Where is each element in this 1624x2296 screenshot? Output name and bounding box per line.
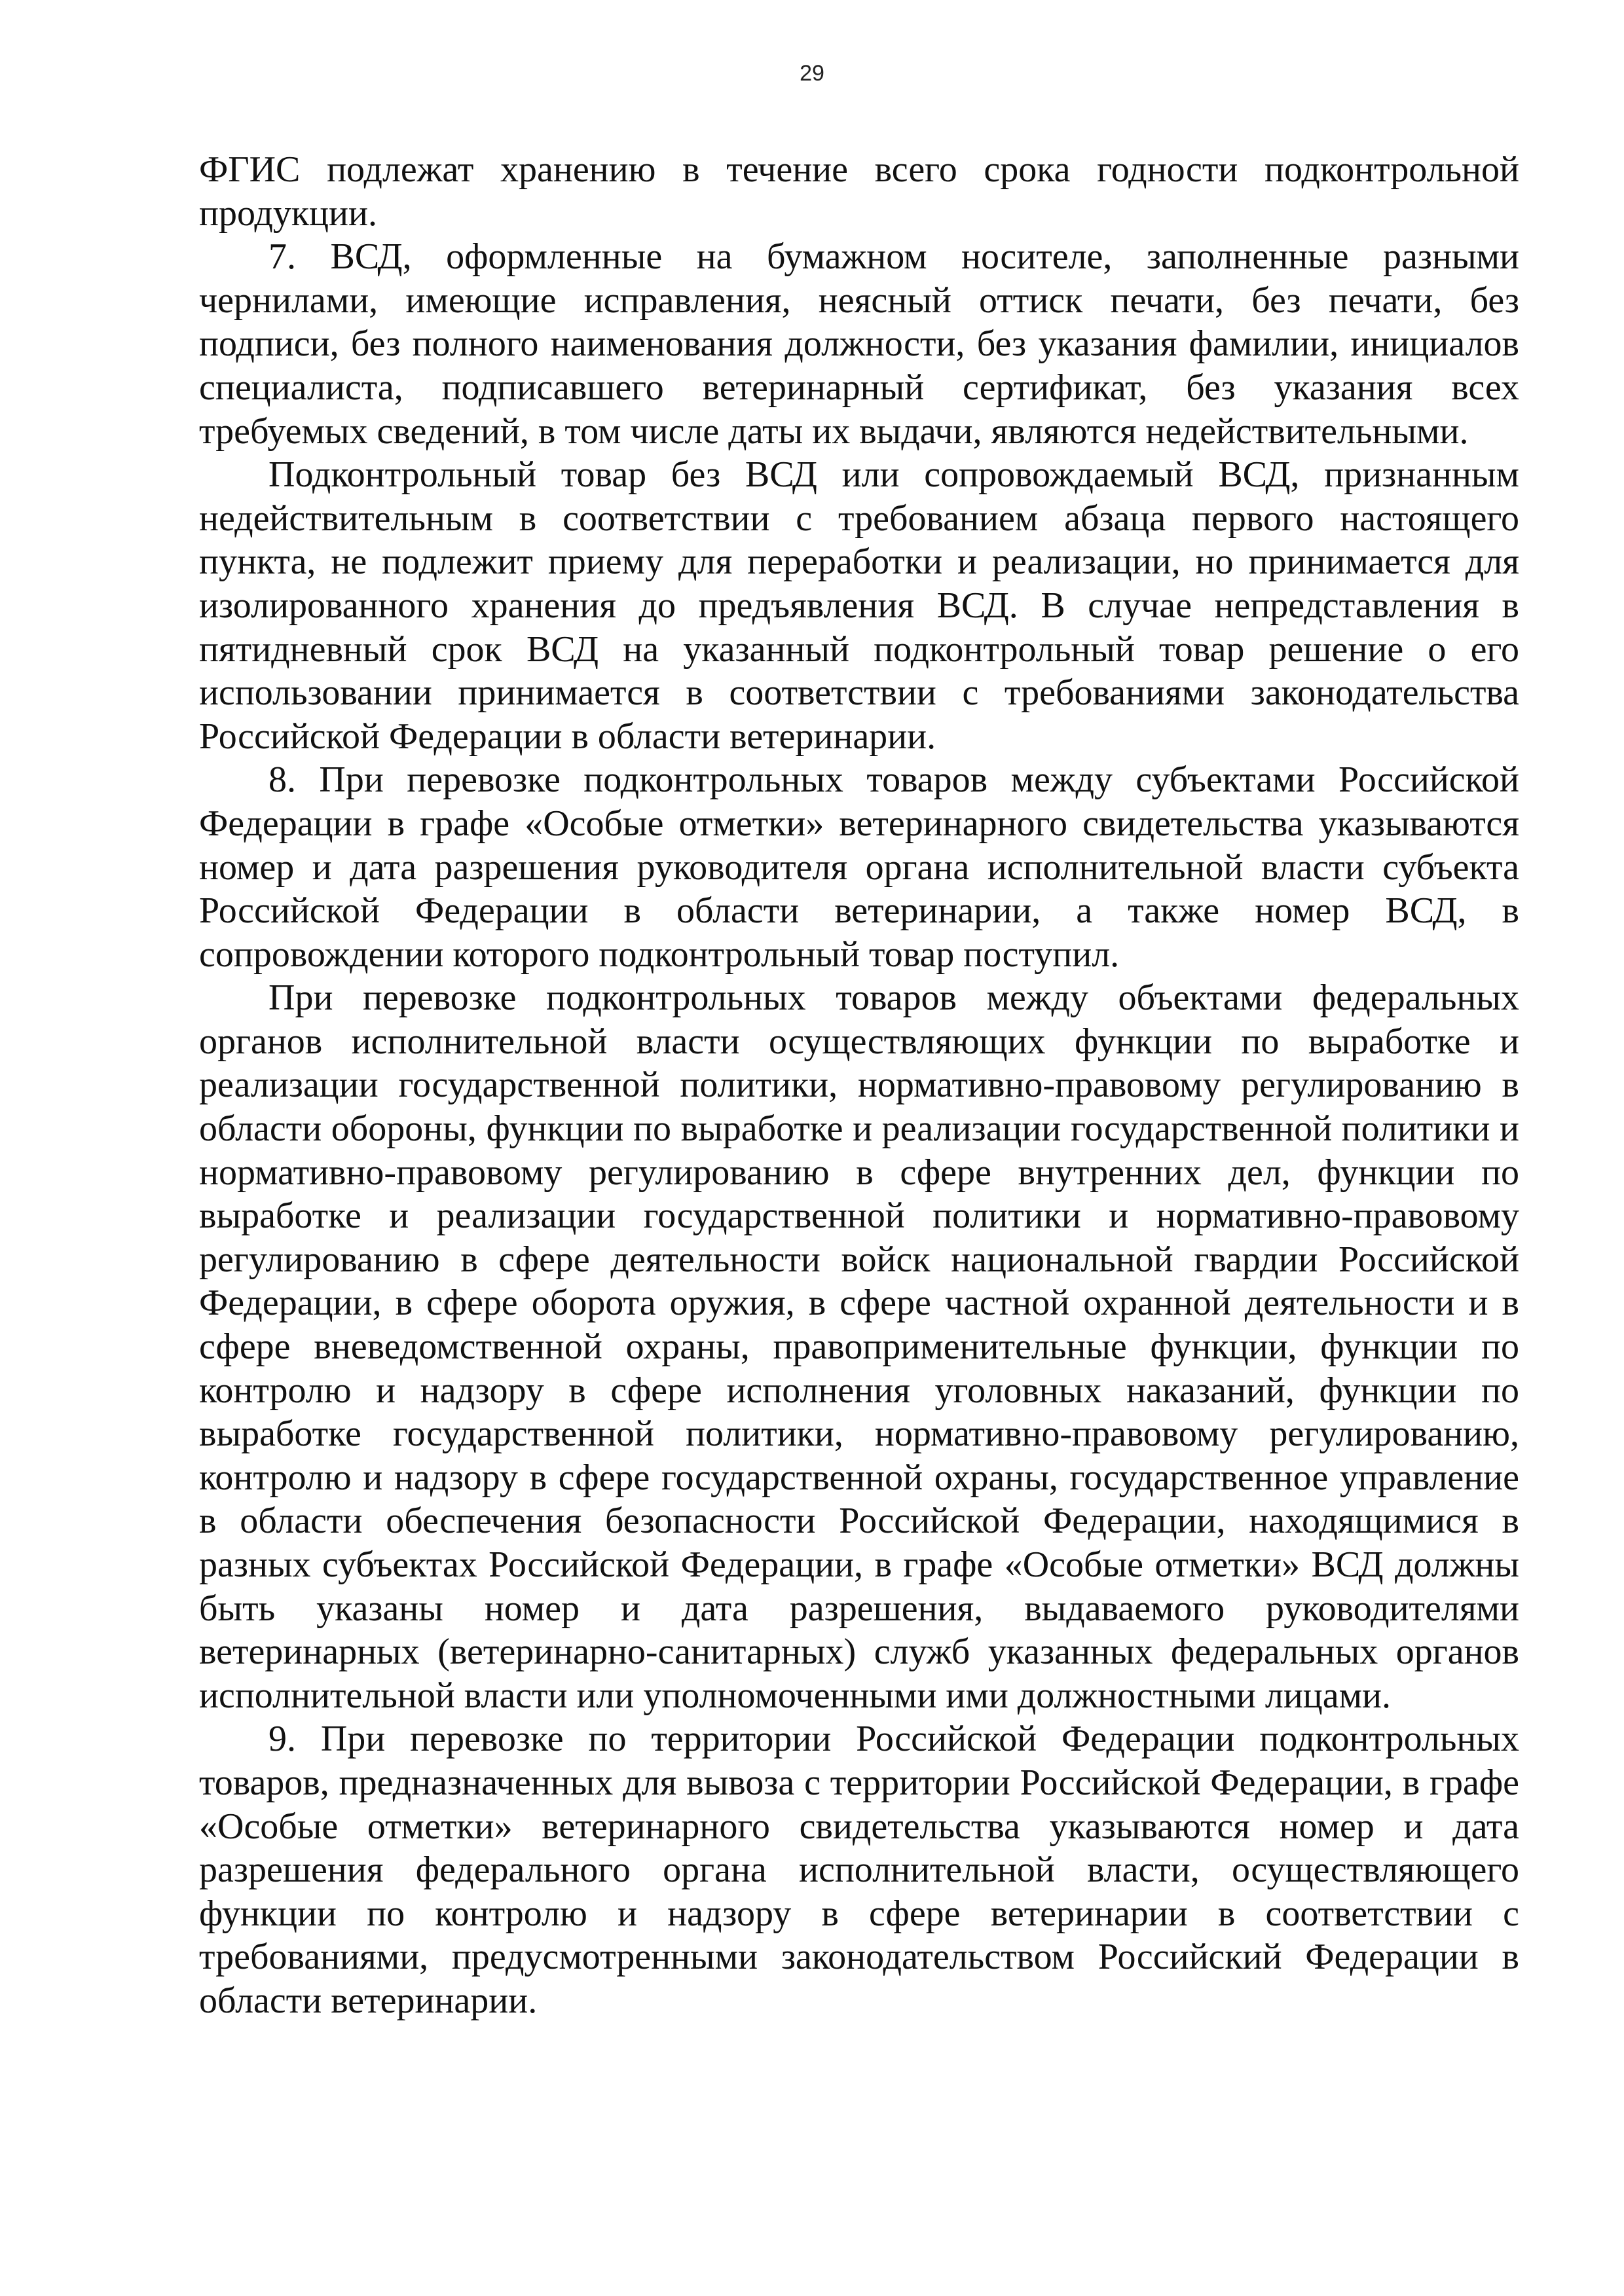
document-body — [199, 148, 1519, 2023]
paragraph-item-7: 7. ВСД, оформленные на бумажном носителе, заполненные разными чернилами, имеющие исправления, неясный оттиск печати, без печати, без подписи, без полного наименования должности, без указания фамилии, инициалов специалиста, подписавшего ветеринарный сертификат, без указания всех требуемых сведений, в том числе даты их выдачи, являются недействительными. — [199, 236, 1519, 452]
paragraph-item-7-continued: Подконтрольный товар без ВСД или сопровождаемый ВСД, признанным недействительным в соответствии с требованием абзаца первого настоящего пункта, не подлежит приему для переработки и реализации, но принимается для изолированного хранения до предъявления ВСД. В случае непредставления в пятидневный срок ВСД на указанный подконтрольный товар решение о его использовании принимается в соответствии с требованиями законодательства Российской Федерации в области ветеринарии. — [199, 454, 1519, 757]
paragraph-item-8-continued: При перевозке подконтрольных товаров между объектами федеральных органов исполнительной власти осуществляющих функции по выработке и реализации государственной политики, нормативно-правовому регулированию в области обороны, функции по выработке и реализации государственной политики и нормативно-правовому регулированию в сфере внутренних дел, функции по выработке и реализации государственной политики и нормативно-правовому регулированию в сфере деятельности войск национальной гвардии Российской Федерации, в сфере оборота оружия, в сфере частной охранной деятельности и в сфере вневедомственной охраны, правоприменительные функции, функции по контролю и надзору в сфере исполнения уголовных наказаний, функции по выработке государственной политики, нормативно-правовому регулированию, контролю и надзору в сфере государственной охраны, государственное управление в области обеспечения безопасности Российской Федерации, находящимися в разных субъектах Российской Федерации, в графе «Особые отметки» ВСД должны быть указаны номер и дата разрешения, выдаваемого руководителями ветеринарных (ветеринарно-санитарных) служб указанных федеральных органов исполнительной власти или уполномоченными ими должностными лицами. — [199, 977, 1519, 1716]
page-number: 29 — [800, 61, 824, 86]
paragraph-item-8: 8. При перевозке подконтрольных товаров между субъектами Российской Федерации в графе «Особые отметки» ветеринарного свидетельства указываются номер и дата разрешения руководителя органа исполнительной власти субъекта Российской Федерации в области ветеринарии, а также номер ВСД, в сопровождении которого подконтрольный товар поступил. — [199, 759, 1519, 975]
paragraph-item-9: 9. При перевозке по территории Российской Федерации подконтрольных товаров, предназначенных для вывоза с территории Российской Федерации, в графе «Особые отметки» ветеринарного свидетельства указываются номер и дата разрешения федерального органа исполнительной власти, осуществляющего функции по контролю и надзору в сфере ветеринарии в соответствии с требованиями, предусмотренными законодательством Российский Федерации в области ветеринарии. — [199, 1719, 1519, 2021]
paragraph-intro: ФГИС подлежат хранению в течение всего срока годности подконтрольной продукции. — [199, 149, 1519, 234]
